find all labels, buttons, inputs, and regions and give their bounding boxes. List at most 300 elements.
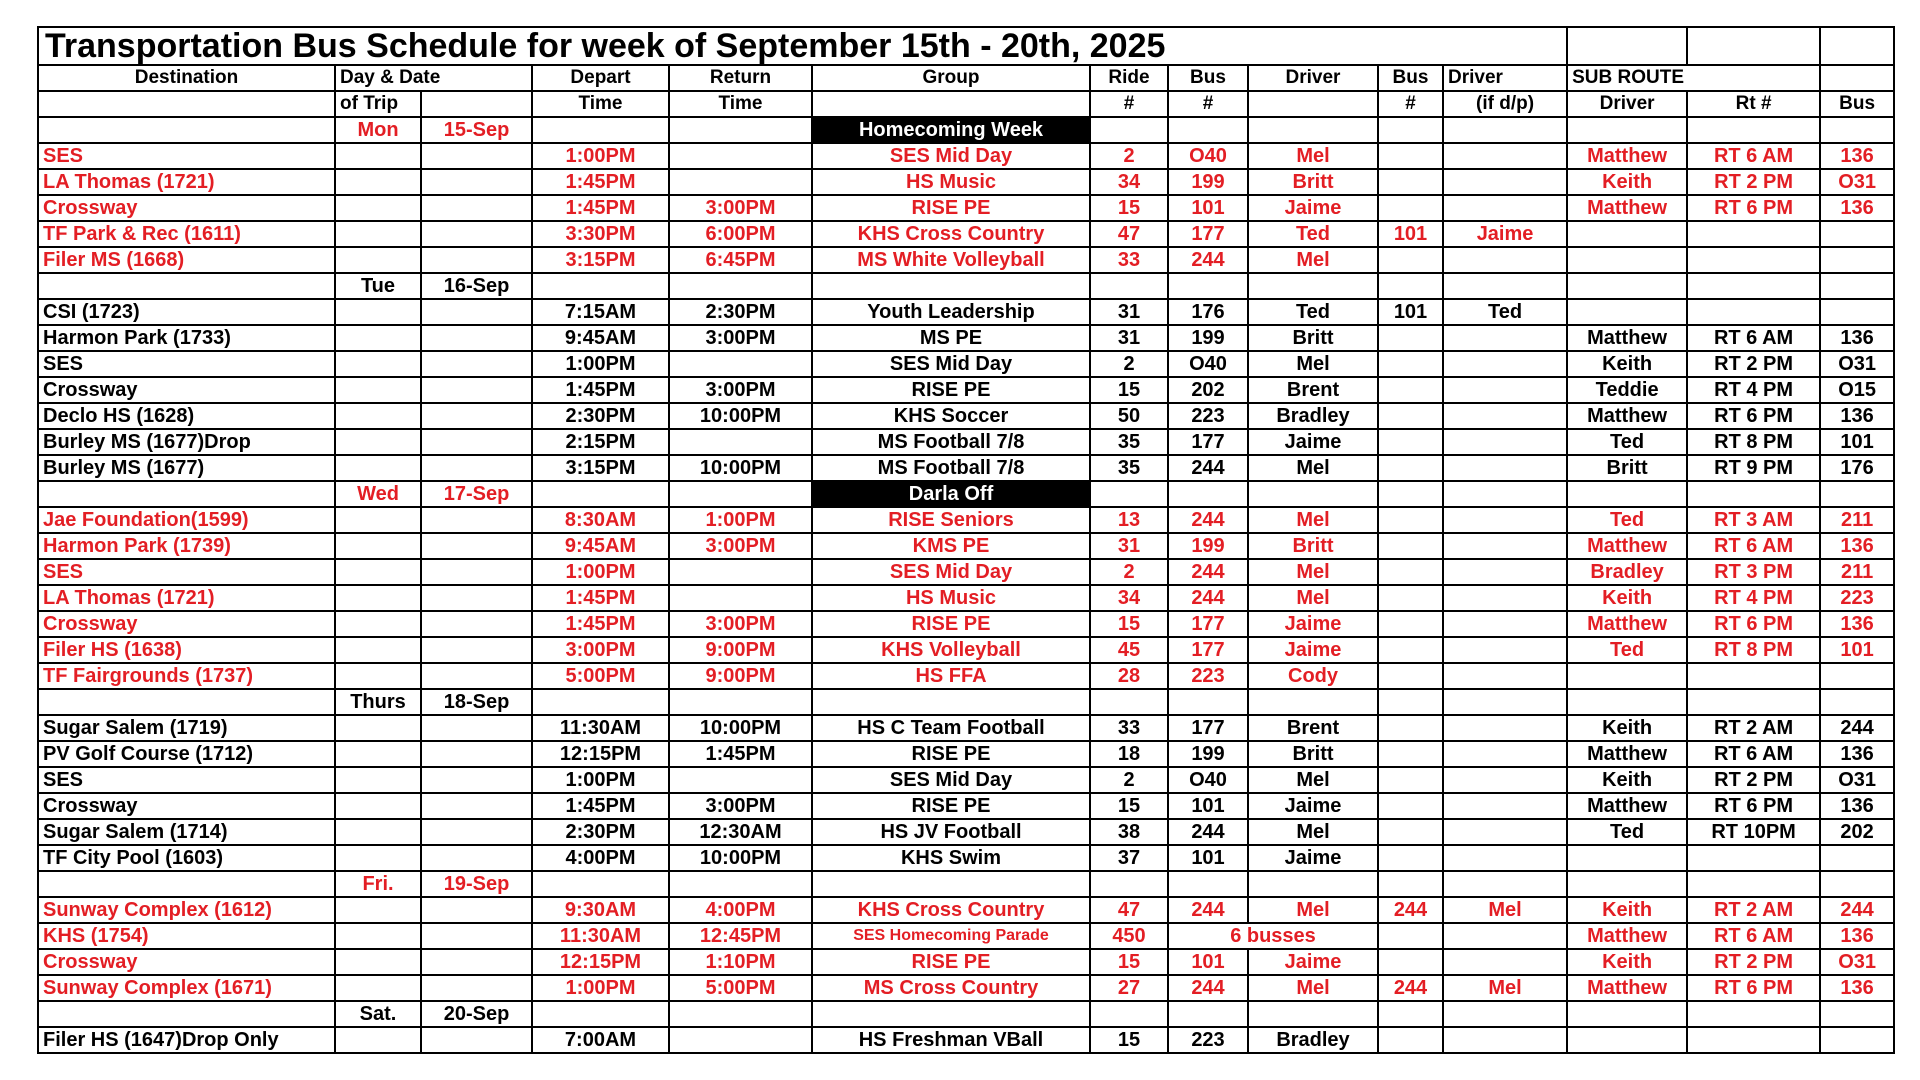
driver: Britt (1248, 533, 1378, 559)
ride-count: 35 (1090, 455, 1168, 481)
day-header-row (38, 481, 1894, 507)
date-label: 15-Sep (421, 117, 532, 143)
driver: Mel (1248, 351, 1378, 377)
bus-number: 244 (1168, 975, 1248, 1001)
empty-cell (1090, 117, 1168, 143)
empty-cell (1168, 117, 1248, 143)
group: RISE PE (812, 793, 1090, 819)
column-header: Bus (1820, 91, 1894, 117)
column-header: (if d/p) (1443, 91, 1567, 117)
empty-cell (532, 871, 669, 897)
bus-number-2 (1378, 637, 1443, 663)
bus-number-2 (1378, 455, 1443, 481)
date (421, 767, 532, 793)
bus-number: 202 (1168, 377, 1248, 403)
destination: KHS (1754) (38, 923, 335, 949)
day-of-trip (335, 1027, 421, 1053)
sub-route (1687, 221, 1820, 247)
depart-time: 2:30PM (532, 403, 669, 429)
bus-number: 176 (1168, 299, 1248, 325)
empty-cell (1378, 689, 1443, 715)
bus-number-2 (1378, 351, 1443, 377)
column-header: Driver (1567, 91, 1687, 117)
day-of-trip (335, 247, 421, 273)
depart-time: 1:45PM (532, 793, 669, 819)
sub-driver: Matthew (1567, 611, 1687, 637)
sub-route: RT 6 AM (1687, 143, 1820, 169)
return-time: 1:10PM (669, 949, 812, 975)
day-of-trip (335, 143, 421, 169)
ride-count: 15 (1090, 377, 1168, 403)
ride-count: 31 (1090, 325, 1168, 351)
empty-cell (1168, 871, 1248, 897)
empty-cell (1090, 1001, 1168, 1027)
driver: Jaime (1248, 611, 1378, 637)
ride-count: 33 (1090, 715, 1168, 741)
driver-dp (1443, 403, 1567, 429)
return-time (669, 559, 812, 585)
depart-time: 11:30AM (532, 715, 669, 741)
column-header: of Trip (335, 91, 421, 117)
sub-driver (1567, 247, 1687, 273)
day-of-trip (335, 325, 421, 351)
sub-bus: 176 (1820, 455, 1894, 481)
bus-number-2 (1378, 247, 1443, 273)
bus-number-2 (1378, 949, 1443, 975)
table-row (38, 507, 1894, 533)
day-header-row (38, 1001, 1894, 1027)
date (421, 169, 532, 195)
empty-cell (38, 689, 335, 715)
empty-cell (669, 1001, 812, 1027)
column-header (812, 91, 1090, 117)
date (421, 741, 532, 767)
bus-number-2: 244 (1378, 975, 1443, 1001)
ride-count: 13 (1090, 507, 1168, 533)
driver: Jaime (1248, 949, 1378, 975)
empty-cell (1687, 1001, 1820, 1027)
sub-route: RT 9 PM (1687, 455, 1820, 481)
driver: Mel (1248, 143, 1378, 169)
ride-count: 34 (1090, 169, 1168, 195)
sub-driver: Ted (1567, 429, 1687, 455)
empty-cell (1248, 481, 1378, 507)
bus-number-2 (1378, 845, 1443, 871)
return-time: 10:00PM (669, 403, 812, 429)
destination: TF Park & Rec (1611) (38, 221, 335, 247)
bus-number: 244 (1168, 559, 1248, 585)
return-time (669, 429, 812, 455)
destination: Crossway (38, 377, 335, 403)
destination: Declo HS (1628) (38, 403, 335, 429)
driver-dp: Ted (1443, 299, 1567, 325)
sub-bus: 136 (1820, 793, 1894, 819)
group: SES Mid Day (812, 559, 1090, 585)
date (421, 377, 532, 403)
driver-dp (1443, 845, 1567, 871)
table-row (38, 715, 1894, 741)
sub-bus: O31 (1820, 767, 1894, 793)
day-of-trip (335, 923, 421, 949)
driver: Bradley (1248, 403, 1378, 429)
sub-route: RT 4 PM (1687, 377, 1820, 403)
sub-driver (1567, 299, 1687, 325)
empty-cell (1687, 481, 1820, 507)
sub-bus: 101 (1820, 429, 1894, 455)
sub-bus: O31 (1820, 351, 1894, 377)
sub-bus: O15 (1820, 377, 1894, 403)
return-time: 10:00PM (669, 455, 812, 481)
sub-driver: Keith (1567, 351, 1687, 377)
depart-time: 1:00PM (532, 559, 669, 585)
empty-cell (1820, 1001, 1894, 1027)
bus-number: O40 (1168, 351, 1248, 377)
sub-route: RT 6 AM (1687, 923, 1820, 949)
table-row (38, 533, 1894, 559)
date (421, 143, 532, 169)
driver: Mel (1248, 767, 1378, 793)
date (421, 975, 532, 1001)
sub-route (1687, 1027, 1820, 1053)
destination: Burley MS (1677) (38, 455, 335, 481)
date (421, 195, 532, 221)
day-of-trip (335, 819, 421, 845)
table-row (38, 169, 1894, 195)
driver: Jaime (1248, 195, 1378, 221)
empty-cell (38, 273, 335, 299)
sub-bus (1820, 247, 1894, 273)
empty-cell (1248, 871, 1378, 897)
bus-number-2 (1378, 1027, 1443, 1053)
return-time: 3:00PM (669, 195, 812, 221)
group: SES Homecoming Parade (812, 923, 1090, 949)
empty-cell (1567, 689, 1687, 715)
sub-driver: Ted (1567, 507, 1687, 533)
bus-number: O40 (1168, 143, 1248, 169)
bus-number-2 (1378, 585, 1443, 611)
date (421, 715, 532, 741)
ride-count: 38 (1090, 819, 1168, 845)
sub-bus (1820, 299, 1894, 325)
driver-dp (1443, 455, 1567, 481)
sub-route: RT 8 PM (1687, 637, 1820, 663)
day-of-trip (335, 351, 421, 377)
column-header: Depart (532, 65, 669, 91)
bus-number-2 (1378, 715, 1443, 741)
destination: Harmon Park (1733) (38, 325, 335, 351)
header-row-1 (38, 65, 1894, 91)
ride-count: 450 (1090, 923, 1168, 949)
return-time: 2:30PM (669, 299, 812, 325)
ride-count: 33 (1090, 247, 1168, 273)
date (421, 325, 532, 351)
driver-dp (1443, 533, 1567, 559)
bus-number: 177 (1168, 611, 1248, 637)
bus-count-note: 6 busses (1168, 923, 1378, 949)
date (421, 221, 532, 247)
depart-time: 1:45PM (532, 611, 669, 637)
sub-route: RT 10PM (1687, 819, 1820, 845)
return-time: 10:00PM (669, 845, 812, 871)
bus-number: 101 (1168, 949, 1248, 975)
group: RISE PE (812, 611, 1090, 637)
sub-route (1687, 845, 1820, 871)
sub-bus: 136 (1820, 143, 1894, 169)
date (421, 819, 532, 845)
destination: Sunway Complex (1671) (38, 975, 335, 1001)
return-time (669, 169, 812, 195)
driver: Britt (1248, 741, 1378, 767)
driver-dp (1443, 195, 1567, 221)
day-of-trip (335, 299, 421, 325)
depart-time: 1:00PM (532, 767, 669, 793)
group: KMS PE (812, 533, 1090, 559)
sub-route (1687, 247, 1820, 273)
ride-count: 50 (1090, 403, 1168, 429)
day-label: Mon (335, 117, 421, 143)
empty-cell (1248, 273, 1378, 299)
date (421, 923, 532, 949)
header-row-2 (38, 91, 1894, 117)
column-header: Group (812, 65, 1090, 91)
destination: SES (38, 143, 335, 169)
sub-route: RT 2 PM (1687, 767, 1820, 793)
sub-route: RT 4 PM (1687, 585, 1820, 611)
bus-number: 244 (1168, 247, 1248, 273)
sub-bus: 136 (1820, 611, 1894, 637)
depart-time: 1:00PM (532, 351, 669, 377)
group: SES Mid Day (812, 351, 1090, 377)
bus-number-2 (1378, 325, 1443, 351)
driver-dp (1443, 143, 1567, 169)
group: RISE PE (812, 377, 1090, 403)
ride-count: 28 (1090, 663, 1168, 689)
ride-count: 2 (1090, 143, 1168, 169)
depart-time: 3:00PM (532, 637, 669, 663)
ride-count: 2 (1090, 767, 1168, 793)
column-header: Driver (1443, 65, 1567, 91)
sub-bus: 244 (1820, 897, 1894, 923)
bus-number: 177 (1168, 429, 1248, 455)
driver: Mel (1248, 247, 1378, 273)
depart-time: 7:00AM (532, 1027, 669, 1053)
day-label: Fri. (335, 871, 421, 897)
sub-driver: Keith (1567, 169, 1687, 195)
driver: Britt (1248, 325, 1378, 351)
day-header-row (38, 273, 1894, 299)
bus-number: 244 (1168, 897, 1248, 923)
sub-driver: Ted (1567, 637, 1687, 663)
empty-cell (1090, 273, 1168, 299)
depart-time: 3:15PM (532, 455, 669, 481)
driver: Britt (1248, 169, 1378, 195)
ride-count: 15 (1090, 793, 1168, 819)
depart-time: 3:30PM (532, 221, 669, 247)
bus-number: 223 (1168, 663, 1248, 689)
page-title: Transportation Bus Schedule for week of September 15th - 20th, 2025 (38, 27, 1567, 65)
bus-number-2 (1378, 663, 1443, 689)
empty-cell (1090, 481, 1168, 507)
date (421, 351, 532, 377)
table-row (38, 949, 1894, 975)
ride-count: 15 (1090, 949, 1168, 975)
date (421, 247, 532, 273)
sub-route: RT 6 PM (1687, 611, 1820, 637)
group: MS Football 7/8 (812, 429, 1090, 455)
empty-cell (669, 481, 812, 507)
ride-count: 15 (1090, 611, 1168, 637)
sub-driver: Keith (1567, 585, 1687, 611)
bus-number-2 (1378, 377, 1443, 403)
destination: TF City Pool (1603) (38, 845, 335, 871)
group: HS JV Football (812, 819, 1090, 845)
day-of-trip (335, 377, 421, 403)
destination: Crossway (38, 793, 335, 819)
table-row (38, 637, 1894, 663)
empty-cell (669, 871, 812, 897)
destination: TF Fairgrounds (1737) (38, 663, 335, 689)
date (421, 429, 532, 455)
title-pad (1567, 27, 1687, 65)
bus-number-2 (1378, 143, 1443, 169)
driver-dp (1443, 611, 1567, 637)
group: SES Mid Day (812, 767, 1090, 793)
table-row (38, 897, 1894, 923)
empty-cell (1443, 117, 1567, 143)
sub-bus: 136 (1820, 975, 1894, 1001)
bus-number: 101 (1168, 195, 1248, 221)
sub-driver: Matthew (1567, 325, 1687, 351)
ride-count: 15 (1090, 195, 1168, 221)
driver: Cody (1248, 663, 1378, 689)
day-of-trip (335, 559, 421, 585)
table-row (38, 585, 1894, 611)
sub-route: RT 2 PM (1687, 351, 1820, 377)
return-time: 9:00PM (669, 637, 812, 663)
sub-driver: Keith (1567, 767, 1687, 793)
destination: LA Thomas (1721) (38, 585, 335, 611)
destination: SES (38, 351, 335, 377)
sub-route: RT 8 PM (1687, 429, 1820, 455)
table-row (38, 767, 1894, 793)
day-of-trip (335, 533, 421, 559)
return-time (669, 585, 812, 611)
destination: Sugar Salem (1714) (38, 819, 335, 845)
depart-time: 9:45AM (532, 325, 669, 351)
empty-cell (669, 117, 812, 143)
day-label: Sat. (335, 1001, 421, 1027)
return-time (669, 1027, 812, 1053)
sub-driver: Matthew (1567, 143, 1687, 169)
sub-driver: Matthew (1567, 403, 1687, 429)
ride-count: 27 (1090, 975, 1168, 1001)
group: MS White Volleyball (812, 247, 1090, 273)
sub-driver: Keith (1567, 897, 1687, 923)
ride-count: 31 (1090, 299, 1168, 325)
sub-driver: Keith (1567, 715, 1687, 741)
bus-number: O40 (1168, 767, 1248, 793)
bus-number: 177 (1168, 221, 1248, 247)
table-row (38, 663, 1894, 689)
depart-time: 9:45AM (532, 533, 669, 559)
empty-cell (1168, 1001, 1248, 1027)
table-row (38, 741, 1894, 767)
group: KHS Volleyball (812, 637, 1090, 663)
title-row (38, 27, 1894, 65)
return-time: 6:00PM (669, 221, 812, 247)
bus-number-2: 101 (1378, 221, 1443, 247)
table-row (38, 923, 1894, 949)
sub-driver (1567, 221, 1687, 247)
empty-cell (1378, 871, 1443, 897)
depart-time: 1:00PM (532, 143, 669, 169)
driver: Ted (1248, 299, 1378, 325)
bus-number: 177 (1168, 715, 1248, 741)
sub-driver: Matthew (1567, 195, 1687, 221)
destination: Crossway (38, 949, 335, 975)
day-of-trip (335, 741, 421, 767)
group: RISE PE (812, 949, 1090, 975)
empty-cell (532, 481, 669, 507)
driver: Mel (1248, 455, 1378, 481)
table-row (38, 247, 1894, 273)
sub-route: RT 6 AM (1687, 741, 1820, 767)
depart-time: 9:30AM (532, 897, 669, 923)
empty-cell (1567, 273, 1687, 299)
empty-cell (1168, 481, 1248, 507)
empty-cell (38, 117, 335, 143)
return-time: 1:45PM (669, 741, 812, 767)
bus-number-2 (1378, 429, 1443, 455)
column-header (1820, 65, 1894, 91)
day-of-trip (335, 663, 421, 689)
return-time: 1:00PM (669, 507, 812, 533)
sub-bus: 101 (1820, 637, 1894, 663)
destination: CSI (1723) (38, 299, 335, 325)
sub-bus: 223 (1820, 585, 1894, 611)
group: KHS Cross Country (812, 897, 1090, 923)
destination: Burley MS (1677)Drop (38, 429, 335, 455)
group: MS PE (812, 325, 1090, 351)
empty-cell (532, 273, 669, 299)
driver: Mel (1248, 585, 1378, 611)
destination: SES (38, 559, 335, 585)
table-row (38, 325, 1894, 351)
sub-route: RT 2 PM (1687, 169, 1820, 195)
day-of-trip (335, 429, 421, 455)
bus-number: 101 (1168, 845, 1248, 871)
sub-driver: Keith (1567, 949, 1687, 975)
sub-bus: 202 (1820, 819, 1894, 845)
table-row (38, 455, 1894, 481)
column-header: Return (669, 65, 812, 91)
empty-cell (532, 1001, 669, 1027)
table-row (38, 975, 1894, 1001)
date (421, 845, 532, 871)
depart-time: 4:00PM (532, 845, 669, 871)
empty-cell (1443, 273, 1567, 299)
day-header-row (38, 117, 1894, 143)
destination: Crossway (38, 611, 335, 637)
depart-time: 1:00PM (532, 975, 669, 1001)
driver-dp: Mel (1443, 975, 1567, 1001)
destination: Sugar Salem (1719) (38, 715, 335, 741)
sub-route (1687, 663, 1820, 689)
driver: Mel (1248, 897, 1378, 923)
sub-route: RT 3 PM (1687, 559, 1820, 585)
bus-number-2 (1378, 169, 1443, 195)
sub-route: RT 2 AM (1687, 897, 1820, 923)
